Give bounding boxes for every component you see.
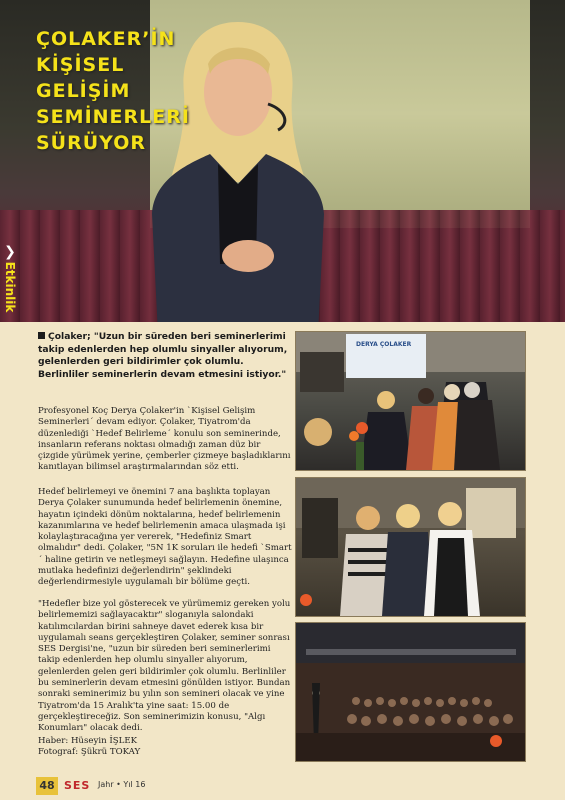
title-line: ÇOLAKER’İN bbox=[36, 28, 176, 50]
group-photo-2 bbox=[295, 477, 526, 617]
photographer-credit: Fotograf: Şükrü TOKAY bbox=[38, 747, 141, 758]
reporter-credit: Haber: Hüseyin İŞLEK bbox=[38, 736, 138, 746]
article-credits bbox=[38, 736, 288, 759]
article-lead bbox=[38, 331, 288, 381]
audience-photo bbox=[295, 622, 526, 762]
title-line: SÜRÜYOR bbox=[36, 132, 147, 154]
chevron-right-icon: ❯ bbox=[4, 244, 16, 260]
title-line: SEMİNERLERİ bbox=[36, 106, 190, 128]
hero-photo bbox=[0, 0, 565, 322]
brand-logo: SES bbox=[64, 779, 91, 792]
issue-label: Jahr • Yıl 16 bbox=[98, 780, 146, 789]
page-title bbox=[36, 26, 236, 156]
article-paragraph: "Hedefler bize yol gösterecek ve yürümemiz gereken yolu belirlememizi sağlayacaktır" sloganıyla salondaki katılımcılardan birini sahneye davet ederek kısa bir uygulamalı seans gerçekleştiren Çolaker, seminer sonrası SES Dergisi'ne, "uzun bir süreden beri seminerlerimi takip edenlerden hep olumlu sinyaller alıyorum, gelenlerden gelen geri bildirimler çok olumlu. Berlinliler bu seminerlerin devam etmesini gönülden istiyor. Bundan sonraki seminerimiz bu yılın son semineri olacak ve yine Tiyatrom'da 15 Aralık'ta yine saat: 15.00 de gerçekleştireceğiz. Son seminerimizin konusu, "Algı Konumları" olacak dedi. bbox=[38, 599, 291, 734]
title-line: GELİŞİM bbox=[36, 80, 131, 102]
page-number: 48 bbox=[36, 777, 58, 795]
article-paragraph: Hedef belirlemeyi ve önemini 7 ana başlıkta toplayan Derya Çolaker sunumunda hedef belirlemenin önemine, hayatın içindeki dönüm noktalarına, hedef belirlemenin kazanımlarına ve hedef belirlemenin amaca ulaşmada işi kolaylaştıracağına yer vererek, "Hedefiniz Smart olmalıdır" dedi. Çolaker, "5N 1K soruları ile hedefi `Smart´ haline getirin ve netleşmeyi sağlayın. Hedefine ulaşınca mutlaka hedefinizi değerlendirin" şeklindeki değerlendirmesiyle uygulamalı bir bölüme geçti. bbox=[38, 487, 292, 588]
article-paragraph: Profesyonel Koç Derya Çolaker'in `Kişisel Gelişim Seminerleri´ devam ediyor. Çolaker, Tiyatrom'da düzenlediği `Hedef Belirleme´ konulu son seminerinde, insanların referans noktası olmadığı zaman düz bir çizgide yürümek yerine, çemberler çizmeye başladıklarını kanıtlayan bilimsel araştırmalarından söz etti. bbox=[38, 406, 291, 473]
square-bullet-icon bbox=[38, 332, 45, 339]
group-photo-1 bbox=[295, 331, 526, 471]
title-line: KİŞİSEL bbox=[36, 54, 125, 76]
lead-text: Çolaker; "Uzun bir süreden beri seminerlerimi takip edenlerden hep olumlu sinyaller alıyorum, gelenlerden geri bildirimler çok olumlu. Berlinliler seminerlerin devam etmesini istiyor." bbox=[38, 331, 288, 380]
photo-2-scene bbox=[296, 478, 525, 616]
photo-1-scene bbox=[296, 332, 525, 470]
banner-text: DERYA ÇOLAKER bbox=[356, 341, 412, 348]
photo-3-scene bbox=[296, 623, 525, 761]
section-label: Etkinlik bbox=[3, 261, 17, 313]
